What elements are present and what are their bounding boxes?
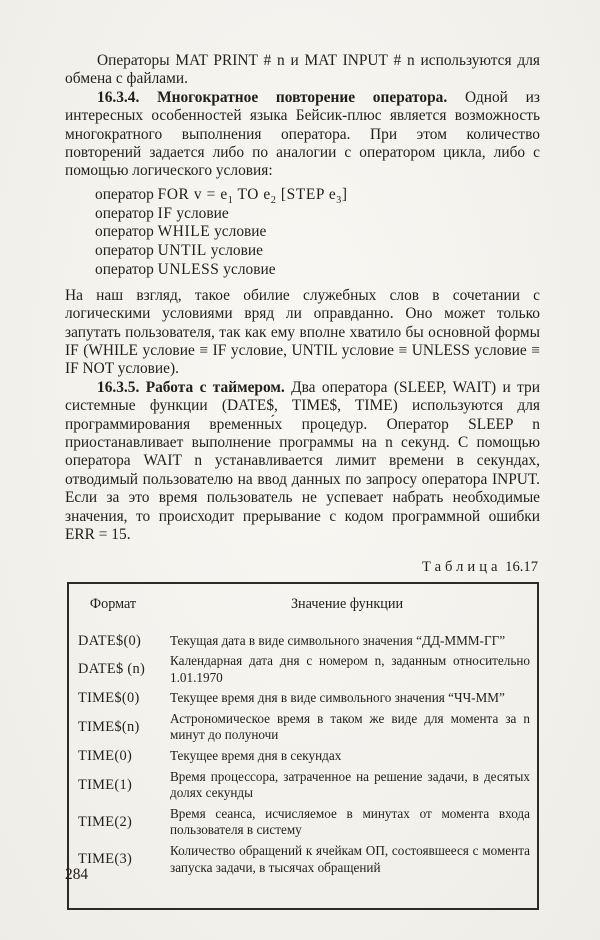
function-description: Текущее время дня в секундах bbox=[170, 748, 342, 764]
remark-text: На наш взгляд, такое обилие служебных слов в сочетании с логическими условиями вряд ли оправданно. Оно может только запутать пользователя, так как ему вполне хватило бы основной формы IF (WHILE условие ≡ IF условие, UNTIL условие ≡ UNLESS условие ≡ IF NOT условие). bbox=[65, 286, 540, 378]
operator-label: оператор bbox=[95, 223, 154, 241]
function-format: TIME(3) bbox=[78, 851, 133, 868]
table-row bbox=[68, 804, 538, 841]
operator-arg: условие bbox=[214, 223, 267, 241]
table-row bbox=[68, 841, 538, 909]
for-subscript-3: 3 bbox=[336, 194, 342, 206]
operator-arg: условие bbox=[223, 261, 276, 279]
operator-label: оператор bbox=[95, 261, 154, 279]
functions-table bbox=[67, 582, 539, 911]
section-body-1635: Два оператора (SLEEP, WAIT) и три системные функции (DATE$, TIME$, TIME) используются для программирования временны́х процедур. Оператор SLEEP n приостанавливает выполнение программы на n секунд. С помощью оператора WAIT n устанавливается лимит времени в секундах, отводимый пользователю на ввод данных по запросу оператора INPUT. Если за это время пользователь не успевает набрать необходимые значения, то происходит прерывание с кодом программной ошибки ERR = 15. bbox=[65, 378, 540, 544]
table-body bbox=[68, 624, 538, 910]
operator-keyword: IF bbox=[157, 204, 173, 222]
operator-keyword: UNTIL bbox=[157, 242, 207, 260]
for-code-part: TO e bbox=[233, 185, 271, 203]
for-code-part: ] bbox=[341, 185, 348, 203]
table-row bbox=[68, 624, 538, 652]
paragraph-section-1634 bbox=[65, 89, 540, 181]
operator-list bbox=[65, 186, 540, 280]
function-description: Календарная дата дня с номером n, заданным относительно 1.01.1970 bbox=[170, 653, 530, 685]
operator-for-code bbox=[157, 185, 348, 206]
table-row bbox=[68, 709, 538, 746]
function-description: Время сеанса, исчисляемое в минутах от момента входа пользователя в систему bbox=[170, 805, 530, 838]
for-code-part: FOR v = e bbox=[157, 185, 228, 203]
table-row bbox=[68, 651, 538, 688]
operator-keyword: WHILE bbox=[157, 223, 211, 241]
function-format: DATE$ (n) bbox=[78, 661, 146, 678]
table-row bbox=[68, 767, 538, 804]
for-subscript-1: 1 bbox=[227, 194, 234, 206]
table-caption bbox=[65, 559, 538, 576]
function-format: TIME$(0) bbox=[78, 690, 140, 707]
table-row bbox=[68, 688, 538, 709]
column-header-value: Значение функции bbox=[290, 595, 404, 612]
for-code-part: [STEP e bbox=[276, 185, 337, 203]
operator-until-line bbox=[95, 242, 540, 261]
operator-arg: условие bbox=[210, 242, 263, 260]
table-caption-number: 16.17 bbox=[505, 558, 538, 575]
function-format: TIME$(n) bbox=[78, 719, 140, 736]
operator-label: оператор bbox=[95, 204, 154, 222]
function-description: Астрономическое время в таком же виде для момента за n минут до полуночи bbox=[170, 710, 530, 743]
operator-label: оператор bbox=[95, 185, 154, 203]
function-description: Количество обращений к ячейкам ОП, состоявшееся с момента запуска задачи, в тысячах обращений bbox=[170, 843, 530, 875]
section-body-1634: Одной из интересных особенностей языка Бейсик-плюс является возможность многократного выполнения оператора. При этом количество повторений задается либо по аналогии с оператором цикла, либо с помощью логического условия: bbox=[65, 88, 540, 180]
table-header bbox=[68, 583, 538, 624]
for-subscript-2: 2 bbox=[270, 194, 277, 206]
function-description: Время процессора, затраченное на решение задачи, в десятых долях секунды bbox=[170, 768, 530, 801]
table-caption-word: Таблица bbox=[422, 558, 502, 575]
operator-keyword: UNLESS bbox=[157, 261, 220, 279]
column-header-format: Формат bbox=[89, 595, 137, 612]
operator-if-line bbox=[95, 205, 540, 224]
section-heading-1635: 16.3.5. Работа с таймером. bbox=[97, 378, 285, 396]
operator-for-line bbox=[95, 186, 540, 205]
operator-label: оператор bbox=[95, 242, 154, 260]
function-format: TIME(0) bbox=[78, 748, 133, 765]
function-description: Текущая дата в виде символьного значения “ДД-МММ-ГГ” bbox=[170, 632, 506, 648]
intro-text: Операторы MAT PRINT # n и MAT INPUT # n используются для обмена с файлами. bbox=[65, 52, 540, 88]
function-format: TIME(1) bbox=[78, 776, 133, 793]
table-header-row bbox=[68, 583, 538, 624]
paragraph-intro bbox=[65, 52, 540, 89]
function-description: Текущее время дня в виде символьного значения “ЧЧ-ММ” bbox=[170, 690, 505, 706]
section-heading-1634: 16.3.4. Многократное повторение оператора. bbox=[97, 88, 448, 106]
operator-unless-line bbox=[95, 261, 540, 280]
paragraph-section-1635 bbox=[65, 379, 540, 545]
operator-arg: условие bbox=[176, 204, 229, 222]
function-format: DATE$(0) bbox=[78, 632, 142, 649]
operator-while-line bbox=[95, 223, 540, 242]
paragraph-remark bbox=[65, 287, 540, 379]
table-row bbox=[68, 746, 538, 767]
page-number: 284 bbox=[65, 866, 89, 883]
function-format: TIME(2) bbox=[78, 814, 133, 831]
